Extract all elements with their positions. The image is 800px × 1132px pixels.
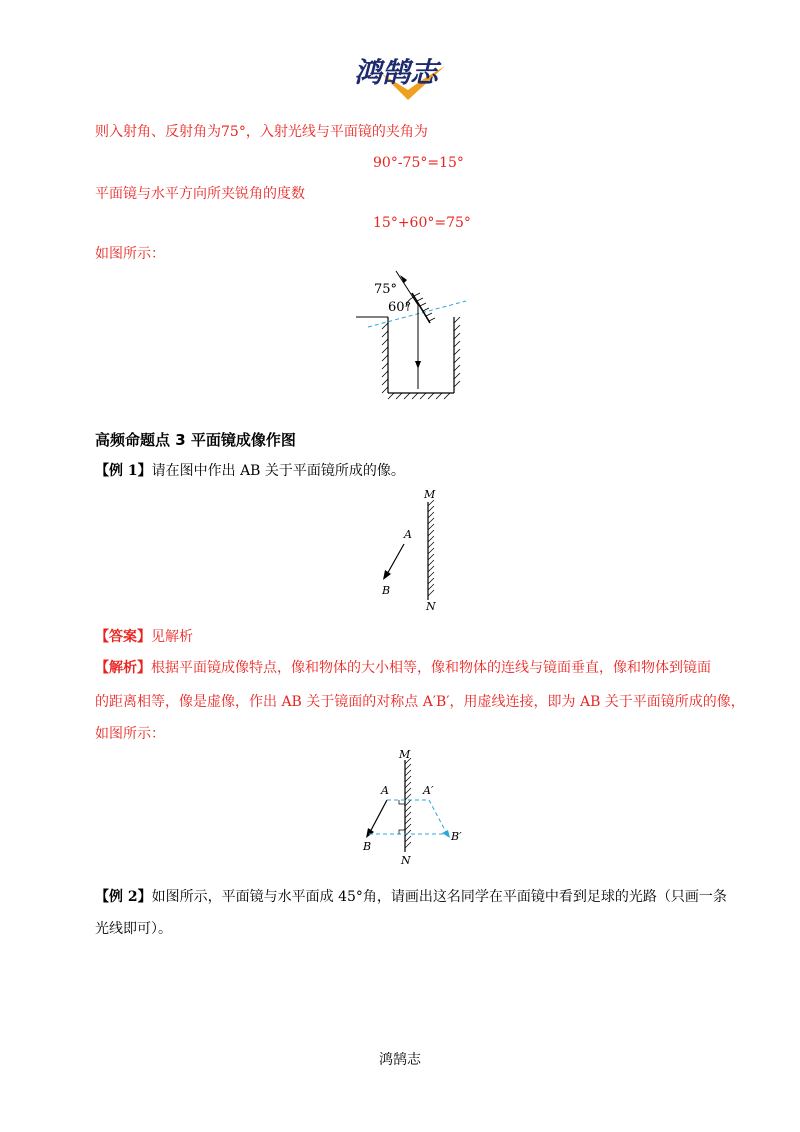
- label-m-2: M: [399, 748, 411, 761]
- example1-tag: 【例 1】: [95, 463, 152, 479]
- figure-mirror-ab: [372, 484, 452, 618]
- label-b: B: [382, 584, 391, 597]
- label-a-2: A: [381, 784, 389, 797]
- figure-image-construction: [355, 744, 475, 876]
- answer-line: [95, 627, 193, 647]
- example2-question-1: 如图所示，平面镜与水平面成 45°角，请画出这名同学在平面镜中看到足球的光路（只画一条: [151, 889, 727, 905]
- example2-tag: 【例 2】: [95, 889, 152, 905]
- angle-60-label: 60°: [388, 300, 412, 315]
- intro-line1: 则入射角、反射角为75°，入射光线与平面镜的夹角为: [95, 124, 428, 140]
- analysis-line1: [95, 658, 711, 678]
- label-b-2: B: [363, 840, 372, 853]
- logo: [350, 52, 465, 107]
- analysis-line2: 的距离相等，像是虚像，作出 AB 关于镜面的对称点 A′B′，用虚线连接，即为 AB 关于平面镜所成的像，: [95, 694, 745, 710]
- logo-text: 鸿鹄志: [354, 56, 439, 89]
- equation-1: 90°-75°=15°: [373, 155, 464, 171]
- footer-text: 鸿鹄志: [379, 1052, 421, 1068]
- analysis-text-1: 根据平面镜成像特点，像和物体的大小相等，像和物体的连线与镜面垂直，像和物体到镜面: [151, 660, 711, 676]
- answer-tag: 【答案】: [95, 629, 151, 645]
- angle-75-label: 75°: [374, 282, 398, 297]
- label-b-prime: B′: [451, 830, 462, 843]
- label-a: A: [404, 528, 412, 541]
- as-shown-2: 如图所示：: [95, 726, 165, 742]
- example2-line1: [95, 887, 727, 907]
- label-n-2: N: [401, 854, 411, 867]
- label-m: M: [424, 488, 436, 501]
- as-shown-1: 如图所示：: [95, 246, 165, 262]
- answer-text: 见解析: [151, 629, 193, 645]
- label-a-prime: A′: [423, 784, 434, 797]
- section-heading: 高频命题点 3 平面镜成像作图: [95, 431, 296, 449]
- equation-2: 15°+60°=75°: [373, 215, 471, 231]
- analysis-tag: 【解析】: [95, 660, 151, 676]
- example2-line2: 光线即可）。: [95, 921, 172, 937]
- figure-reflection-well: [350, 265, 480, 414]
- intro-line2: 平面镜与水平方向所夹锐角的度数: [95, 186, 305, 202]
- example1-question: 请在图中作出 AB 关于平面镜所成的像。: [151, 463, 405, 479]
- label-n: N: [426, 600, 436, 613]
- example1-line: [95, 461, 405, 481]
